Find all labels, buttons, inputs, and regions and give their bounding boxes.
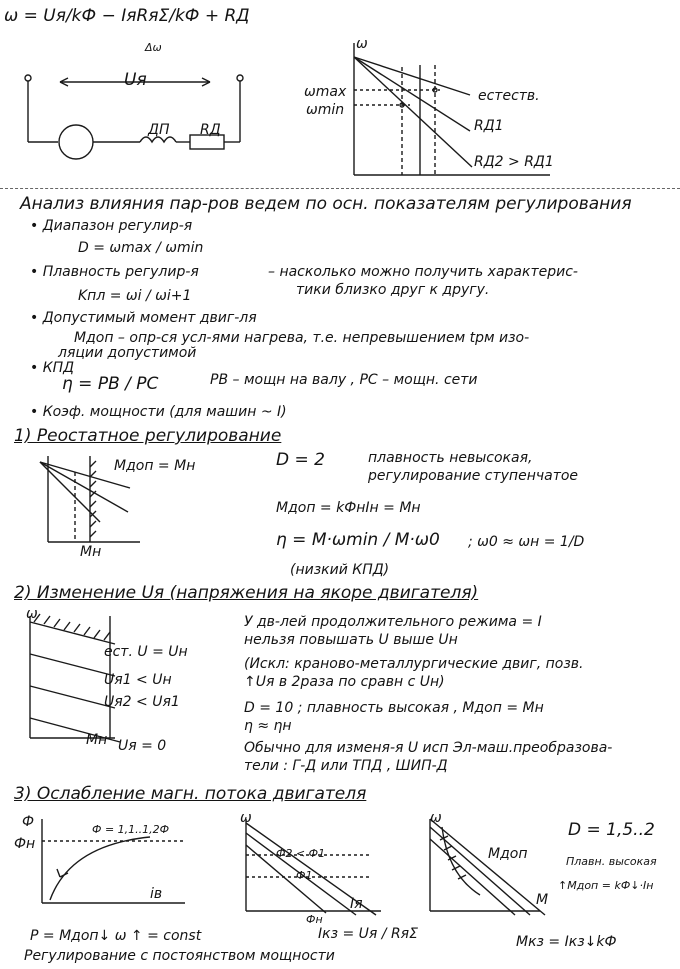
s3-note: Регулирование с постоянством мощности	[24, 948, 335, 964]
terminal-left	[25, 75, 31, 81]
s2-hatching	[34, 614, 110, 640]
smoothness-desc-1: – насколько можно получить характерис-	[268, 264, 578, 280]
s2-line-5: D = 10 ; плавность высокая , Mдоп = Mн	[244, 700, 544, 716]
range-formula: D = ωmax / ωmin	[78, 240, 204, 256]
s2-line-4: ↑Uя в 2раза по сравн с Uн)	[244, 674, 445, 690]
range-label: • Диапазон регулир-я	[30, 218, 193, 234]
smoothness-formula: Kпл = ωi / ωi+1	[78, 288, 192, 304]
s1-low-eff: (низкий КПД)	[290, 562, 390, 578]
efficiency-label: • КПД	[30, 360, 75, 376]
s1-m-formula: Mдоп = kФнIн = Mн	[276, 500, 421, 516]
terminal-right	[237, 75, 243, 81]
s2-line-7: Обычно для изменя-я U исп Эл-маш.преобразова-	[244, 740, 613, 756]
s2-u0-label: Uя = 0	[118, 738, 167, 754]
s2-line-1: У дв-лей продолжительного режима = I	[244, 614, 542, 630]
s3g3-mdop-label: Mдоп	[488, 846, 528, 862]
s1-mdop-label: Mдоп = Mн	[114, 458, 196, 474]
s2-u1-line	[30, 654, 115, 676]
graph1-natural-label: естеств.	[478, 88, 540, 104]
s2-natural-line	[30, 622, 115, 644]
s3g2-fn-label: Фн	[306, 913, 323, 926]
s1-eta-formula: η = M·ωmin / M·ω0	[276, 530, 440, 550]
s1-omega-formula: ; ω0 ≈ ωн = 1/D	[468, 534, 585, 550]
power-factor-label: • Коэф. мощности (для машин ~ I)	[30, 404, 287, 420]
efficiency-desc: PB – мощн на валу , PC – мощн. сети	[210, 372, 478, 388]
graph1-wmin-label: ωmin	[306, 102, 345, 118]
s2-line-3: (Искл: краново-металлургические двиг, позв.	[244, 656, 584, 672]
s3g3-x-label: M	[536, 892, 549, 908]
s2-u2-label: Uя2 < Uя1	[104, 694, 180, 710]
s2-axis-label: ω	[26, 606, 38, 622]
armature-voltage-label: Uя	[124, 70, 147, 90]
s3g1-fn-label: Фн	[14, 836, 36, 852]
field-winding-label: ДП	[148, 122, 170, 138]
s3g1-axis-label: Ф	[22, 814, 35, 830]
rd1-line	[354, 57, 470, 131]
s1-hatching	[90, 461, 96, 537]
s3g2-axis-label: ω	[240, 810, 252, 826]
s3-power-formula: P = Mдоп↓ ω ↑ = const	[30, 928, 202, 944]
rd2-line	[354, 57, 472, 167]
graph1-rd1-label: RД1	[474, 118, 504, 134]
motor-symbol	[59, 125, 93, 159]
s3-d-value: D = 1,5..2	[568, 820, 655, 840]
s3g2-f2-label: Ф2 < Ф1	[276, 847, 326, 860]
s3g3-mdop-curve	[442, 827, 480, 895]
magnetization-curve	[50, 837, 150, 900]
s3g3-axis-label: ω	[430, 810, 442, 826]
s1-mn-label: Mн	[80, 544, 102, 560]
graph1-rd2-label: RД2 > RД1	[474, 154, 554, 170]
s3g3-line-3	[430, 819, 545, 915]
graph1-axis-label: ω	[356, 36, 368, 52]
s2-line-6: η ≈ ηн	[244, 718, 292, 734]
s3-ikz-formula: Iкз = Uя / RяΣ	[318, 926, 418, 942]
resistor-label: RД	[200, 122, 221, 138]
torque-desc-2: ляции допустимой	[58, 345, 197, 361]
analysis-heading: Анализ влияния пар-ров ведем по осн. показателям регулирования	[20, 194, 632, 214]
s3-m-formula: ↑Mдоп = kФ↓·Iн	[558, 879, 654, 892]
s2-est-label: ест. U = Uн	[104, 644, 188, 660]
divider-1	[0, 188, 680, 189]
s3g1-formula-label: Ф = 1,1..1,2Ф	[92, 823, 170, 836]
s2-mn-label: Mн	[86, 732, 108, 748]
delta-omega-label: Δω	[145, 41, 162, 54]
s1-d-value: D = 2	[276, 450, 325, 470]
smoothness-label: • Плавность регулир-я	[30, 264, 199, 280]
s2-u1-label: Uя1 < Uн	[104, 672, 172, 688]
s2-line-8: тели : Г-Д или ТПД , ШИП-Д	[244, 758, 448, 774]
graph1-wmax-label: ωmax	[304, 84, 347, 100]
section3-title: 3) Ослабление магн. потока двигателя	[14, 784, 367, 804]
s1-smooth-1: плавность невысокая,	[368, 450, 533, 466]
efficiency-formula: η = PB / PC	[62, 374, 159, 394]
section1-title: 1) Реостатное регулирование	[14, 426, 282, 446]
s3g2-x-label: Iя	[350, 896, 363, 912]
s3g3-hatching	[440, 836, 466, 879]
speed-equation: ω = Uя/kФ − IяRяΣ/kФ + RД	[4, 6, 250, 26]
section2-title: 2) Изменение Uя (напряжения на якоре двигателя)	[14, 583, 479, 603]
s3-smooth: Плавн. высокая	[566, 855, 657, 868]
s2-line-2: нельзя повышать U выше Uн	[244, 632, 458, 648]
s3g3-line-2	[430, 827, 530, 915]
torque-desc-1: Mдоп – опр-ся усл-ями нагрева, т.е. непревышением tрм изо-	[74, 330, 530, 346]
s3-mkz-formula: Mкз = Iкз↓kФ	[516, 934, 617, 950]
s2-u2-line	[30, 686, 115, 708]
allowable-torque-graph	[420, 815, 560, 925]
natural-line	[354, 57, 470, 95]
s1-smooth-2: регулирование ступенчатое	[368, 468, 579, 484]
torque-label: • Допустимый момент двиг-ля	[30, 310, 257, 326]
s3g2-f1-label: Ф1	[296, 869, 313, 882]
smoothness-desc-2: тики близко друг к другу.	[296, 282, 490, 298]
s3g1-x-label: iв	[150, 886, 163, 902]
